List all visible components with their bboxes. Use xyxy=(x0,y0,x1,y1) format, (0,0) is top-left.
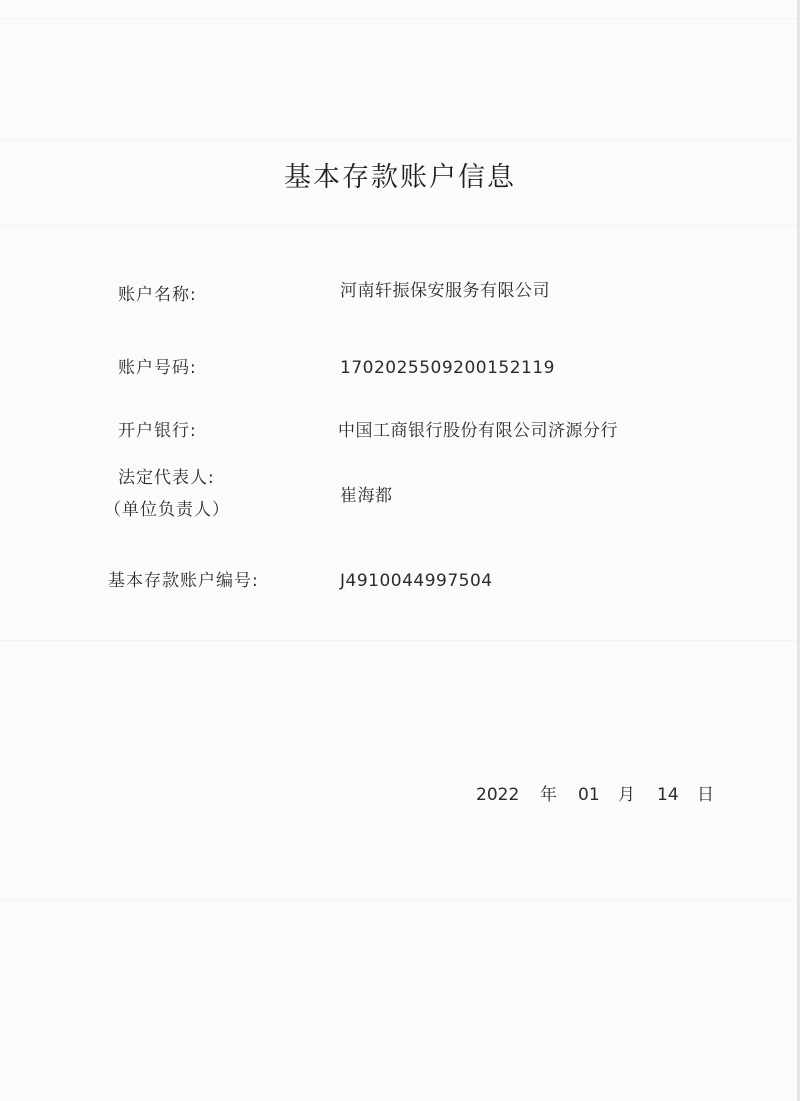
scan-artifact xyxy=(0,640,800,641)
legal-rep-value: 崔海都 xyxy=(340,486,393,506)
scan-artifact xyxy=(0,18,800,19)
date-year-unit: 年 xyxy=(540,785,557,805)
date-month: 01 xyxy=(578,785,600,805)
basic-account-no-value: J4910044997504 xyxy=(340,571,493,591)
legal-rep-label: 法定代表人: xyxy=(118,468,215,488)
account-name-value: 河南轩振保安服务有限公司 xyxy=(340,281,550,301)
bank-value: 中国工商银行股份有限公司济源分行 xyxy=(338,421,618,441)
account-number-label: 账户号码: xyxy=(118,358,197,378)
date-month-unit: 月 xyxy=(618,785,635,805)
bank-label: 开户银行: xyxy=(118,421,197,441)
legal-rep-sublabel: （单位负责人） xyxy=(104,500,230,520)
scan-artifact xyxy=(0,140,800,141)
date-day-unit: 日 xyxy=(697,785,714,805)
account-number-value: 1702025509200152119 xyxy=(340,358,556,378)
basic-account-no-label: 基本存款账户编号: xyxy=(108,571,259,591)
date-day: 14 xyxy=(657,785,679,805)
scan-artifact xyxy=(0,225,800,226)
account-name-label: 账户名称: xyxy=(118,285,197,305)
date-year: 2022 xyxy=(476,785,520,805)
scan-artifact xyxy=(0,900,800,901)
document-title: 基本存款账户信息 xyxy=(284,162,516,193)
